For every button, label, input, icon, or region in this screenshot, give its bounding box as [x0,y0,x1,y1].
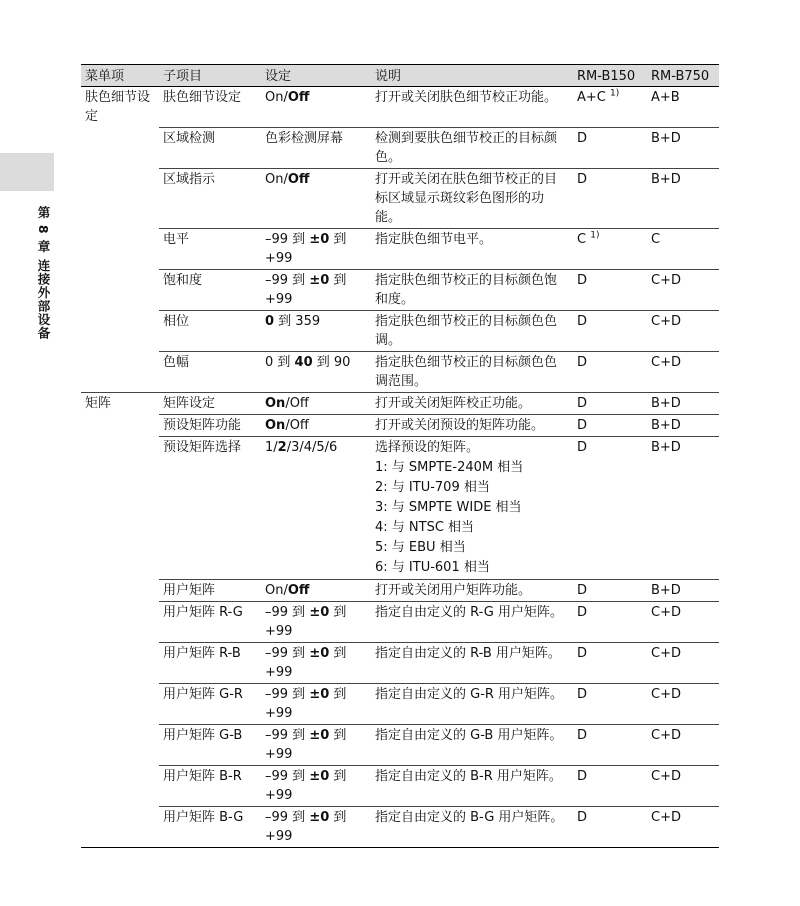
b750-cell: C+D [647,601,719,642]
preset-option: 2: 与 ITU-709 相当 [375,479,490,495]
menu-cell [81,436,159,579]
desc-cell: 指定自由定义的 G-R 用户矩阵。 [371,683,573,724]
b150-cell: A+C $^{1)}$ [573,87,647,128]
setting-cell: 色彩检测屏幕 [261,127,371,168]
table-row [81,228,719,269]
menu-cell [81,310,159,351]
b150-cell: D [573,127,647,168]
b750-cell: B+D [647,168,719,228]
menu-cell [81,127,159,168]
desc-cell: 指定肤色细节校正的目标颜色饱和度。 [371,269,573,310]
header-menu: 菜单项 [81,65,159,87]
sub-cell: 用户矩阵 R-G [159,601,261,642]
b150-cell: D [573,392,647,414]
menu-cell [81,806,159,847]
b750-cell: C+D [647,683,719,724]
sub-cell: 用户矩阵 B-G [159,806,261,847]
setting-cell: –99 到 ±0 到 +99 [261,642,371,683]
menu-cell [81,579,159,601]
b750-cell: C [647,228,719,269]
b750-cell: C+D [647,269,719,310]
b750-cell: B+D [647,127,719,168]
desc-cell: 指定自由定义的 B-G 用户矩阵。 [371,806,573,847]
setting-cell: 0 到 359 [261,310,371,351]
desc-cell: 指定自由定义的 G-B 用户矩阵。 [371,724,573,765]
b750-cell: C+D [647,724,719,765]
table-row [81,87,719,128]
table-row [81,806,719,847]
preset-option: 1: 与 SMPTE-240M 相当 [375,459,524,475]
desc-cell: 指定自由定义的 B-R 用户矩阵。 [371,765,573,806]
table-row [81,351,719,392]
sub-cell: 预设矩阵选择 [159,436,261,579]
header-sub: 子项目 [159,65,261,87]
desc-cell [371,436,573,579]
table-row [81,168,719,228]
b150-cell: D [573,579,647,601]
desc-cell: 打开或关闭矩阵校正功能。 [371,392,573,414]
header-desc: 说明 [371,65,573,87]
desc-cell: 指定肤色细节校正的目标颜色色调。 [371,310,573,351]
desc-cell: 打开或关闭预设的矩阵功能。 [371,414,573,436]
menu-cell: 肤色细节设定 [85,90,151,124]
desc-cell: 打开或关闭用户矩阵功能。 [371,579,573,601]
desc-cell: 打开或关闭在肤色细节校正的目标区域显示斑纹彩色图形的功能。 [371,168,573,228]
sub-cell: 电平 [159,228,261,269]
b150-cell: D [573,683,647,724]
setting-cell: 0 到 40 到 90 [261,351,371,392]
chapter-tab-marker [0,153,54,191]
menu-cell [81,168,159,228]
table-row [81,683,719,724]
table-row [81,642,719,683]
desc-cell: 指定自由定义的 R-G 用户矩阵。 [371,601,573,642]
desc-cell: 指定肤色细节电平。 [371,228,573,269]
b750-cell: B+D [647,414,719,436]
setting-cell: On/Off [261,414,371,436]
table-row [81,392,719,414]
b750-cell: C+D [647,765,719,806]
b750-cell: C+D [647,351,719,392]
table-row [81,601,719,642]
setting-cell: –99 到 ±0 到 +99 [261,228,371,269]
header-rm-b750: RM-B750 [647,65,719,87]
preset-option: 4: 与 NTSC 相当 [375,519,475,535]
table-row [81,436,719,579]
setting-cell: 1/2/3/4/5/6 [261,436,371,579]
menu-cell [81,724,159,765]
desc-cell: 打开或关闭肤色细节校正功能。 [371,87,573,128]
menu-cell [81,601,159,642]
b150-cell: D [573,724,647,765]
table-row [81,414,719,436]
table-row [81,310,719,351]
sub-cell: 用户矩阵 R-B [159,642,261,683]
table-header [81,65,719,87]
sub-cell: 用户矩阵 [159,579,261,601]
menu-cell [81,269,159,310]
b150-cell: D [573,765,647,806]
desc-text: 选择预设的矩阵。 [375,439,480,455]
preset-option: 3: 与 SMPTE WIDE 相当 [375,499,522,515]
settings-table [81,64,719,848]
sub-cell: 矩阵设定 [159,392,261,414]
b150-cell: D [573,269,647,310]
desc-cell: 检测到要肤色细节校正的目标颜色。 [371,127,573,168]
table-row [81,127,719,168]
sub-cell: 预设矩阵功能 [159,414,261,436]
setting-cell: –99 到 ±0 到 +99 [261,683,371,724]
b150-cell: C $^{1)}$ [573,228,647,269]
setting-cell: –99 到 ±0 到 +99 [261,806,371,847]
desc-cell: 指定肤色细节校正的目标颜色色调范围。 [371,351,573,392]
table-row [81,269,719,310]
table-row [81,724,719,765]
b750-cell: C+D [647,310,719,351]
b750-cell: A+B [647,87,719,128]
sub-cell: 肤色细节设定 [159,87,261,128]
b150-cell: D [573,436,647,579]
menu-cell [81,228,159,269]
sub-cell: 色幅 [159,351,261,392]
setting-cell: On/Off [261,87,371,128]
setting-cell: On/Off [261,168,371,228]
preset-option: 6: 与 ITU-601 相当 [375,559,490,575]
sub-cell: 区域检测 [159,127,261,168]
sub-cell: 用户矩阵 G-R [159,683,261,724]
menu-cell: 矩阵 [85,395,112,411]
menu-cell [81,683,159,724]
menu-cell [81,414,159,436]
b150-cell: D [573,310,647,351]
sub-cell: 区域指示 [159,168,261,228]
setting-cell: On/Off [261,392,371,414]
b750-cell: B+D [647,392,719,414]
header-rm-b150: RM-B150 [573,65,647,87]
sub-cell: 饱和度 [159,269,261,310]
b150-cell: D [573,601,647,642]
setting-cell: –99 到 ±0 到 +99 [261,269,371,310]
b150-cell: D [573,414,647,436]
b150-cell: D [573,351,647,392]
b750-cell: B+D [647,436,719,579]
setting-cell: –99 到 ±0 到 +99 [261,765,371,806]
setting-cell: –99 到 ±0 到 +99 [261,724,371,765]
menu-cell [81,351,159,392]
sub-cell: 用户矩阵 G-B [159,724,261,765]
b750-cell: C+D [647,642,719,683]
table-row [81,765,719,806]
chapter-label: 第 8 章 连接外部设备 [36,206,51,340]
setting-cell: –99 到 ±0 到 +99 [261,601,371,642]
preset-option: 5: 与 EBU 相当 [375,539,466,555]
setting-cell: On/Off [261,579,371,601]
desc-cell: 指定自由定义的 R-B 用户矩阵。 [371,642,573,683]
b750-cell: B+D [647,579,719,601]
menu-cell [81,765,159,806]
header-setting: 设定 [261,65,371,87]
b150-cell: D [573,806,647,847]
sub-cell: 用户矩阵 B-R [159,765,261,806]
b150-cell: D [573,642,647,683]
b750-cell: C+D [647,806,719,847]
menu-cell [81,642,159,683]
sub-cell: 相位 [159,310,261,351]
table-row [81,579,719,601]
b150-cell: D [573,168,647,228]
